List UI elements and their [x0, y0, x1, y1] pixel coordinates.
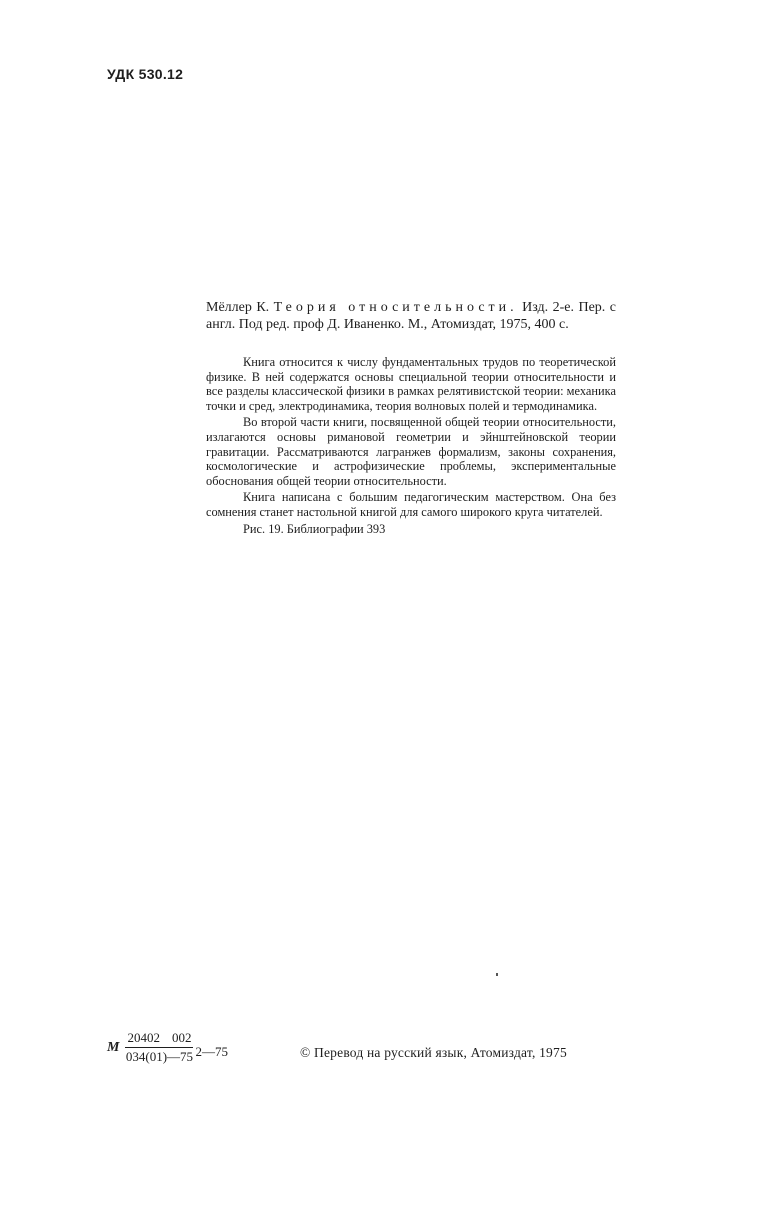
print-speck: [496, 973, 498, 976]
publication-code-fraction: [125, 1030, 193, 1065]
annotation-paragraph-1: Книга относится к числу фундаментальных трудов по теоретической физике. В ней содержатся основы специальной теории относительности и все разделы классической физики в рамках релятивистской теории: механика точки и сред, электродинамика, теория волновых полей и термодинамика.: [206, 355, 616, 413]
bibliographic-details: Изд. 2-е. Пер. с англ. Под ред. проф Д. Иваненко. М., Атомиздат, 1975, 400 с.: [206, 300, 617, 332]
figures-and-references: Рис. 19. Библиографии 393: [243, 521, 386, 536]
publication-code-prefix: М: [107, 1039, 120, 1055]
numerator-left: 20402: [127, 1030, 160, 1045]
author: Мёллер К.: [206, 300, 270, 315]
book-title: Теория относительности.: [273, 300, 518, 315]
publication-code: [107, 1030, 228, 1065]
annotation-paragraph-2: Во второй части книги, посвященной общей теории относительности, излагаются основы римановой геометрии и эйнштейновской теории гравитации. Рассматриваются лагранжев формализм, законы сохранения, космологические и астрофизические проблемы, экспериментальные обоснования общей теории относительности.: [206, 415, 616, 488]
publication-code-suffix: 2—75: [195, 1043, 228, 1059]
numerator-right: 002: [171, 1030, 192, 1045]
bibliographic-entry: [206, 300, 616, 333]
annotation-paragraph-3: Книга написана с большим педагогическим мастерством. Она без сомнения станет настольной книгой для самого широкого круга читателей.: [206, 490, 616, 519]
annotation: [206, 355, 616, 536]
udc-code: УДК 530.12: [107, 66, 184, 82]
copyright-notice: © Перевод на русский язык, Атомиздат, 1975: [300, 1045, 567, 1060]
denominator: 034(01)—75: [125, 1049, 194, 1064]
